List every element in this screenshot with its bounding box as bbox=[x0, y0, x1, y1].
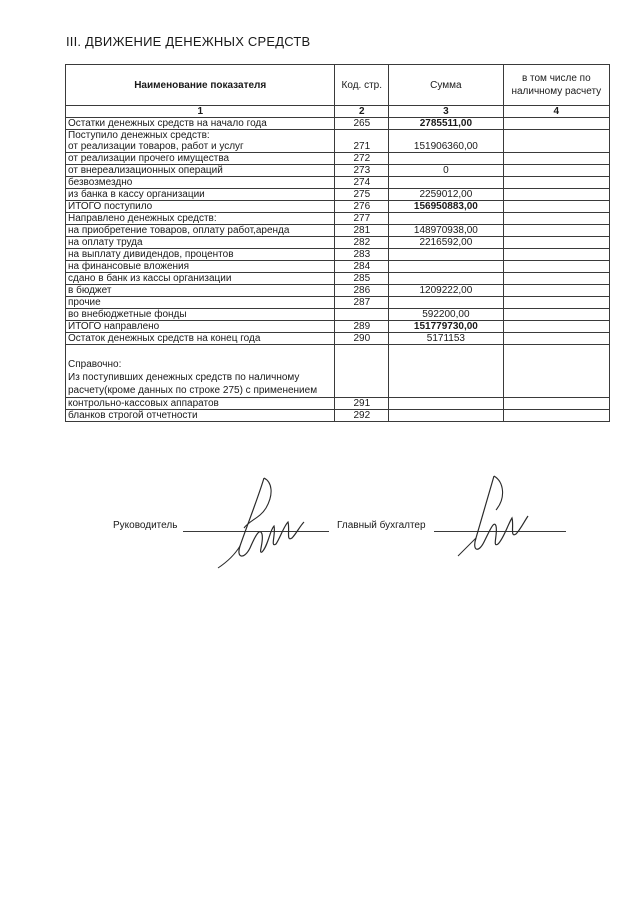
row-name: на выплату дивидендов, процентов bbox=[66, 249, 335, 261]
column-number: 3 bbox=[389, 106, 503, 118]
row-sum bbox=[389, 153, 503, 165]
row-name: от внереализационных операций bbox=[66, 165, 335, 177]
row-code: 283 bbox=[335, 249, 389, 261]
row-sum: 1209222,00 bbox=[389, 285, 503, 297]
row-code: 281 bbox=[335, 225, 389, 237]
row-sum: 151906360,00 bbox=[389, 130, 503, 153]
header-code: Код. стр. bbox=[335, 65, 389, 106]
row-code: 284 bbox=[335, 261, 389, 273]
table-row bbox=[66, 297, 610, 309]
table-row bbox=[66, 189, 610, 201]
row-cash bbox=[503, 261, 609, 273]
column-number: 1 bbox=[66, 106, 335, 118]
row-name: сдано в банк из кассы организации bbox=[66, 273, 335, 285]
row-sum bbox=[389, 213, 503, 225]
table-row bbox=[66, 249, 610, 261]
row-sum bbox=[389, 398, 503, 410]
row-code: 282 bbox=[335, 237, 389, 249]
row-name: Справочно: Из поступивших денежных средств по наличному расчету(кроме данных по строке 275) с применением bbox=[66, 345, 335, 398]
row-sum bbox=[389, 177, 503, 189]
row-name: Остатки денежных средств на начало года bbox=[66, 118, 335, 130]
row-name: на финансовые вложения bbox=[66, 261, 335, 273]
row-code: 287 bbox=[335, 297, 389, 309]
head-label: Руководитель bbox=[113, 520, 178, 531]
row-cash bbox=[503, 345, 609, 398]
row-cash bbox=[503, 273, 609, 285]
table-row bbox=[66, 333, 610, 345]
row-name: ИТОГО поступило bbox=[66, 201, 335, 213]
table-row bbox=[66, 165, 610, 177]
row-code bbox=[335, 345, 389, 398]
row-name: Остаток денежных средств на конец года bbox=[66, 333, 335, 345]
row-name: из банка в кассу организации bbox=[66, 189, 335, 201]
row-cash bbox=[503, 165, 609, 177]
row-sum: 148970938,00 bbox=[389, 225, 503, 237]
row-name: на оплату труда bbox=[66, 237, 335, 249]
row-code: 291 bbox=[335, 398, 389, 410]
table-row bbox=[66, 153, 610, 165]
header-cash: в том числе по наличному расчету bbox=[503, 65, 609, 106]
row-code: 292 bbox=[335, 410, 389, 422]
row-name: в бюджет bbox=[66, 285, 335, 297]
row-cash bbox=[503, 309, 609, 321]
table-row bbox=[66, 410, 610, 422]
cash-flow-table bbox=[65, 64, 610, 422]
row-cash bbox=[503, 213, 609, 225]
row-code: 290 bbox=[335, 333, 389, 345]
row-name: во внебюджетные фонды bbox=[66, 309, 335, 321]
table-row bbox=[66, 261, 610, 273]
table-row bbox=[66, 118, 610, 130]
row-code: 277 bbox=[335, 213, 389, 225]
row-cash bbox=[503, 189, 609, 201]
row-sum bbox=[389, 261, 503, 273]
row-cash bbox=[503, 398, 609, 410]
row-cash bbox=[503, 249, 609, 261]
row-code: 289 bbox=[335, 321, 389, 333]
row-sum bbox=[389, 249, 503, 261]
row-sum: 5171153 bbox=[389, 333, 503, 345]
row-cash bbox=[503, 297, 609, 309]
row-sum: 2259012,00 bbox=[389, 189, 503, 201]
row-name: на приобретение товаров, оплату работ,аренда bbox=[66, 225, 335, 237]
row-cash bbox=[503, 177, 609, 189]
row-name: контрольно-кассовых аппаратов bbox=[66, 398, 335, 410]
row-sum: 156950883,00 bbox=[389, 201, 503, 213]
row-code: 271 bbox=[335, 130, 389, 153]
table-row bbox=[66, 213, 610, 225]
row-sum: 2216592,00 bbox=[389, 237, 503, 249]
row-sum: 2785511,00 bbox=[389, 118, 503, 130]
row-cash bbox=[503, 130, 609, 153]
row-cash bbox=[503, 410, 609, 422]
row-name: безвозмездно bbox=[66, 177, 335, 189]
row-code bbox=[335, 309, 389, 321]
header-sum: Сумма bbox=[389, 65, 503, 106]
row-code: 275 bbox=[335, 189, 389, 201]
accountant-label: Главный бухгалтер bbox=[337, 520, 426, 531]
row-code: 286 bbox=[335, 285, 389, 297]
table-header-row bbox=[66, 65, 610, 106]
row-cash bbox=[503, 321, 609, 333]
table-row bbox=[66, 237, 610, 249]
row-name: прочие bbox=[66, 297, 335, 309]
row-code: 273 bbox=[335, 165, 389, 177]
row-name: Поступило денежных средств: от реализации товаров, работ и услуг bbox=[66, 130, 335, 153]
row-code: 285 bbox=[335, 273, 389, 285]
row-code: 274 bbox=[335, 177, 389, 189]
row-cash bbox=[503, 285, 609, 297]
row-cash bbox=[503, 201, 609, 213]
column-number: 4 bbox=[503, 106, 609, 118]
row-cash bbox=[503, 153, 609, 165]
row-sum bbox=[389, 410, 503, 422]
row-code: 272 bbox=[335, 153, 389, 165]
accountant-handwritten-signature bbox=[448, 468, 538, 578]
header-name: Наименование показателя bbox=[66, 65, 335, 106]
section-title: III. ДВИЖЕНИЕ ДЕНЕЖНЫХ СРЕДСТВ bbox=[66, 34, 311, 49]
row-sum: 592200,00 bbox=[389, 309, 503, 321]
row-code: 265 bbox=[335, 118, 389, 130]
table-row bbox=[66, 273, 610, 285]
table-row bbox=[66, 309, 610, 321]
row-sum: 0 bbox=[389, 165, 503, 177]
table-row bbox=[66, 345, 610, 398]
table-row bbox=[66, 201, 610, 213]
table-row bbox=[66, 177, 610, 189]
row-cash bbox=[503, 237, 609, 249]
row-sum bbox=[389, 345, 503, 398]
table-row bbox=[66, 285, 610, 297]
table-row bbox=[66, 398, 610, 410]
table-row bbox=[66, 321, 610, 333]
row-sum bbox=[389, 273, 503, 285]
row-sum bbox=[389, 297, 503, 309]
column-number: 2 bbox=[335, 106, 389, 118]
row-name: бланков строгой отчетности bbox=[66, 410, 335, 422]
column-number-row bbox=[66, 106, 610, 118]
row-sum: 151779730,00 bbox=[389, 321, 503, 333]
table-row bbox=[66, 130, 610, 153]
row-cash bbox=[503, 225, 609, 237]
table-row bbox=[66, 225, 610, 237]
row-name: от реализации прочего имущества bbox=[66, 153, 335, 165]
head-handwritten-signature bbox=[210, 468, 310, 578]
row-name: Направлено денежных средств: bbox=[66, 213, 335, 225]
row-code: 276 bbox=[335, 201, 389, 213]
row-cash bbox=[503, 333, 609, 345]
row-name: ИТОГО направлено bbox=[66, 321, 335, 333]
row-cash bbox=[503, 118, 609, 130]
